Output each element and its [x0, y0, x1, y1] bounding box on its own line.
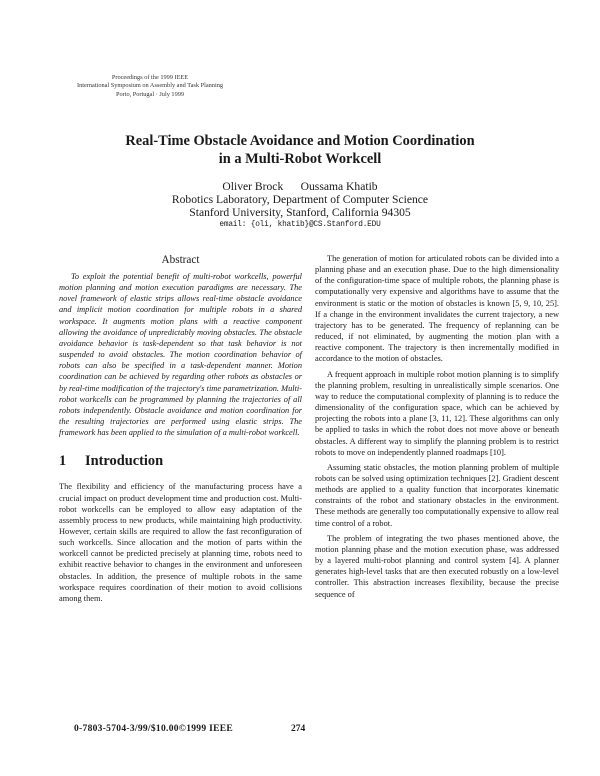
paper-title — [60, 132, 540, 168]
section-title: Introduction — [85, 453, 164, 470]
page-number: 274 — [291, 724, 306, 734]
proceedings-header — [70, 74, 230, 99]
left-column — [59, 253, 302, 604]
proceedings-line: Proceedings of the 1999 IEEE — [111, 74, 189, 81]
abstract-text: To exploit the potential benefit of multi-robot workcells, powerful motion planning and motion execution paradigms are necessary. The novel framework of elastic strips allows real-time obstacle avoidance and implicit motion coordination for multiple robots in a shared workspace. It augments motion plans with a reactive component allowing the avoidance of unpredictably moving obstacles. The obstacle avoidance behavior is task-dependent so that task behavior is not suspended to avoid obstacles. The motion coordination behavior of robots can also be specified in a task-dependent manner. Motion coordination can be achieved by regarding other robots as obstacles or by real-time modification of the trajectory's time parametrization. Multi-robot workcells can be programmed by planning the trajectories of all robots independently. Obstacle avoidance and motion coordination for the resulting trajectories are performed using elastic strips. The framework has been applied to the simulation of a multi-robot workcell. — [59, 272, 302, 438]
right-column — [315, 253, 559, 600]
footer-isbn: 0-7803-5704-3/99/$10.00©1999 IEEE — [74, 724, 233, 734]
author-names: Oliver Brock Oussama Khatib — [222, 180, 378, 193]
section-number: 1 — [59, 453, 67, 470]
title-line: in a Multi-Robot Workcell — [218, 151, 382, 167]
author-email: email: {oli, khatib}@CS.Stanford.EDU — [219, 221, 381, 229]
title-line: Real-Time Obstacle Avoidance and Motion Coordination — [125, 133, 475, 149]
author-affiliation: Robotics Laboratory, Department of Computer Science — [171, 193, 429, 206]
body-paragraph: The generation of motion for articulated robots can be divided into a planning phase and an execution phase. Due to the high dimensionality of the configuration-time space of multiple robots, the planning phase is computationally very expensive and algorithms have to assume that the environment is static or the motion of obstacles is known [5, 9, 10, 25]. If a change in the environment invalidates the current trajectory, a new trajectory has to be generated. The frequency of replanning can be reduced, if not eliminated, by augmenting the motion plan with a reactive component. The trajectory is then incrementally modified in accordance to the motion of obstacles. — [315, 254, 559, 364]
body-paragraph: The problem of integrating the two phases mentioned above, the motion planning phase and the motion execution phase, was addressed by a layered multi-robot planning and control system [4]. A planner generates high-level tasks that are then executed robustly on a low-level controller. This abstraction increases flexibility, because the precise sequence of — [315, 533, 559, 599]
author-university: Stanford University, Stanford, California 94305 — [189, 206, 411, 219]
author-block — [60, 180, 540, 232]
body-paragraph: A frequent approach in multiple robot motion planning is to simplify the planning problem, resulting in unrealistically simple scenarios. One way to reduce the computational complexity of planning is to reduce the dimensionality of the configuration space, which can be achieved by projecting the robots into a plane [3, 11, 12]. These algorithms can only be applied to tasks in which the robot does not move above or beneath obstacles. A different way to simplify the planning problem is to restrict robots to move on independently planned roadmaps [10]. — [315, 369, 559, 457]
abstract-heading: Abstract — [161, 254, 200, 266]
body-paragraph: Assuming static obstacles, the motion planning problem of multiple robots can be solved using optimization techniques [2]. Gradient descent methods are applied to a quality function that incorporates kinematic constraints of the robot and stationary obstacles in the environment. These methods are generally too computationally expensive to allow real time control of a robot. — [315, 462, 559, 528]
proceedings-line: International Symposium on Assembly and Task Planning — [76, 82, 223, 90]
introduction-paragraph: The flexibility and efficiency of the manufacturing process have a crucial impact on product development time and production cost. Multi-robot workcells can be employed to allow easy adaptation of the assembly process to new products, while maintaining high productivity. However, certain skills are required to allow the fast reconfiguration of such workcells. Since allocation and the motion of parts within the workcell cannot be predicted precisely at planning time, robots need to exhibit reactive behavior to changes in the environment and unforeseen obstacles. In addition, the presence of multiple robots in the same workspace requires coordination of their motion to avoid collisions among them. — [59, 482, 302, 603]
proceedings-line: Porto, Portugal · July 1999 — [115, 90, 185, 98]
section-heading — [59, 453, 302, 469]
